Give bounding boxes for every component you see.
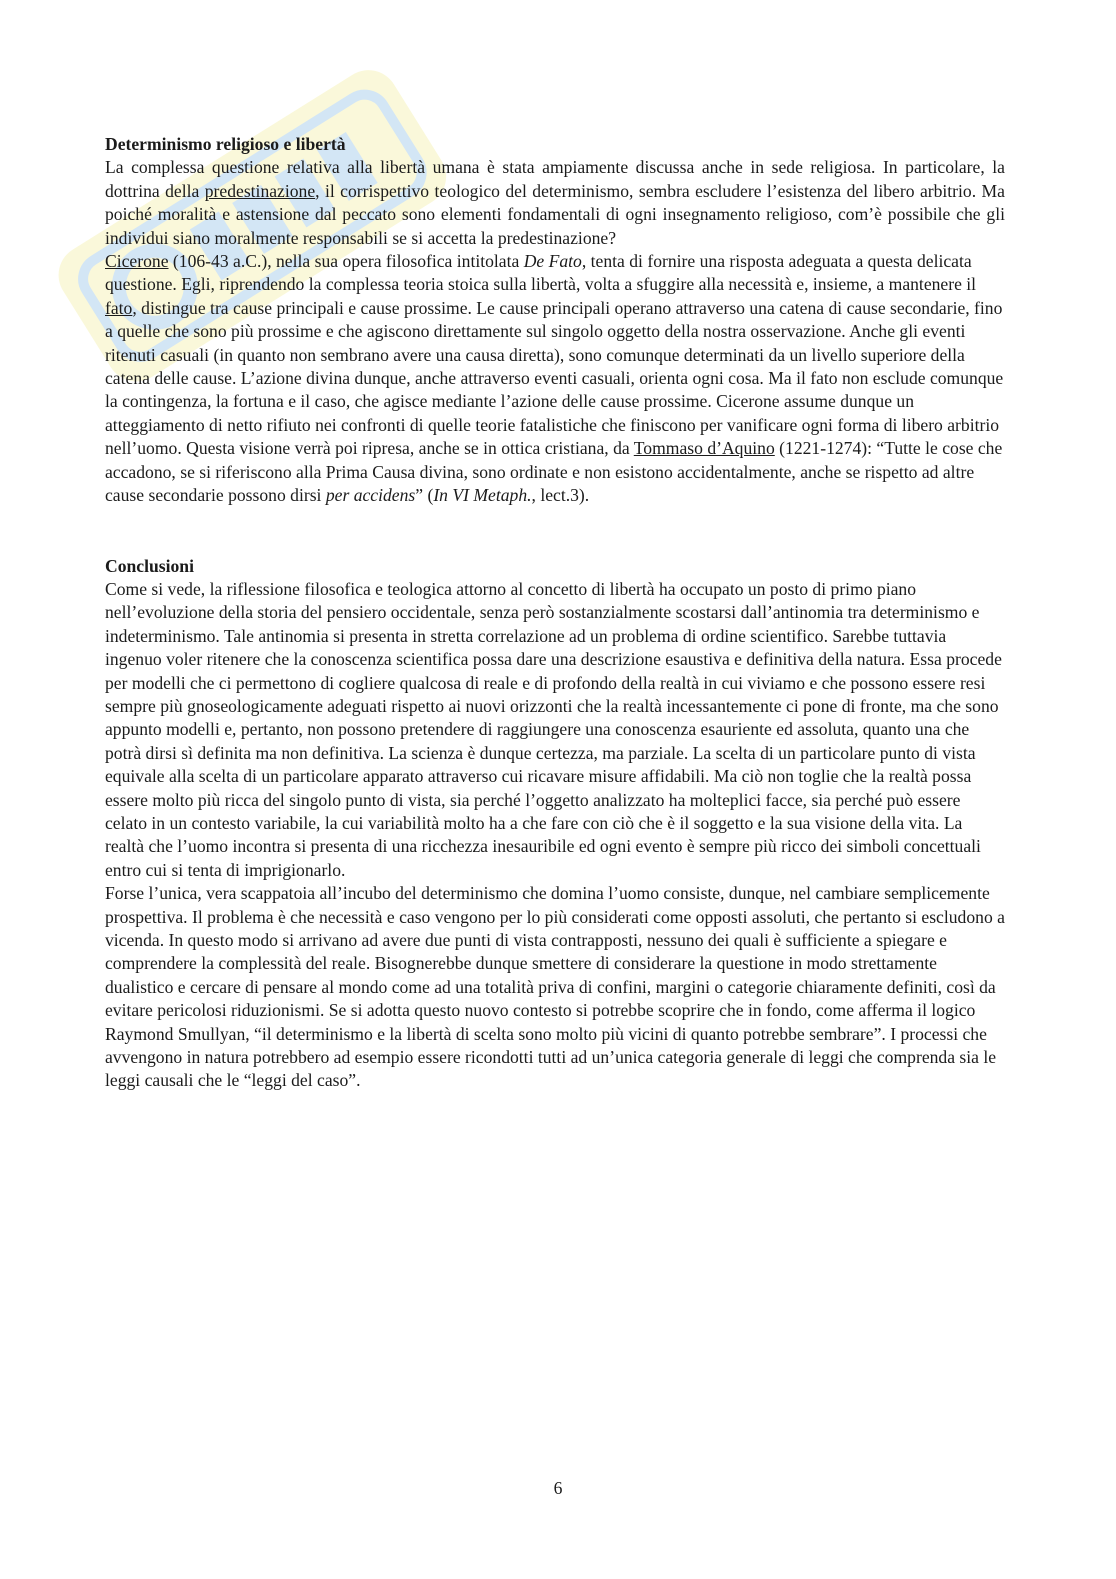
- link-tommaso-daquino[interactable]: Tommaso d’Aquino: [633, 438, 775, 459]
- paragraph-text: , tenta di fornire una risposta adeguata a questa delicata questione. Egli, riprendendo la complessa teoria stoica sulla libertà, volta a sfuggire alla necessità e, insieme, a mantenere il: [105, 251, 977, 295]
- paragraph-text: , lect.3).: [531, 485, 590, 506]
- section-heading-conclusioni: Conclusioni: [105, 555, 194, 576]
- page-number: 6: [553, 1478, 563, 1498]
- paragraph-text: , il corrispettivo teologico del determinismo, sembra escludere l’esistenza del libero arbitrio. Ma poiché moralità e astensione dal peccato sono elementi fondamentali di ogni insegnamento religioso, com’è possibile che gli individui siano moralmente responsabili se si accetta la predestinazione?: [105, 180, 1005, 248]
- document-body: [105, 133, 1005, 1093]
- paragraph-text: , distingue tra cause principali e cause prossime. Le cause principali operano attraverso una catena di cause secondarie, fino a quelle che sono più prossime e che agiscono direttamente sul singolo oggetto della nostra osservazione. Anche gli eventi ritenuti casuali (in quanto non sembrano avere una causa diretta), sono comunque determinati da un livello superiore della catena delle cause. L’azione divina dunque, anche attraverso eventi casuali, orienta ogni cosa. Ma il fato non esclude comunque la contingenza, la fortuna e il caso, che agisce mediante l’azione delle cause prossime. Cicerone assume dunque un atteggiamento di netto rifiuto nei confronti di quelle teorie fatalistiche che finiscono per vanificare ogni forma di libero arbitrio nell’uomo. Questa visione verrà poi ripresa, anche se in ottica cristiana, da: [105, 297, 1004, 459]
- paragraph-text: La complessa questione relativa alla libertà umana è stata ampiamente discussa anche in sede religiosa. In particolare, la dottrina della: [105, 157, 1005, 201]
- paragraph-text: (106-43 a.C.), nella sua opera filosofica intitolata: [168, 251, 524, 272]
- paragraph-conclusioni-1: Come si vede, la riflessione filosofica e teologica attorno al concetto di libertà ha occupato un posto di primo piano nell’evoluzione della storia del pensiero occidentale, senza però sostanzialmente scostarsi dall’antinomia tra determinismo e indeterminismo. Tale antinomia si presenta in stretta correlazione ad un problema di ordine scientifico. Sarebbe tuttavia ingenuo voler ritenere che la conoscenza scientifica possa dare una descrizione esaustiva e definitiva della natura. Essa procede per modelli che ci permettono di cogliere qualcosa di reale e di profondo della realtà in cui viviamo e che possono essere resi sempre più gnoseologicamente adeguati rispetto ai nuovi orizzonti che la realtà incessantemente ci pone di fronte, ma che sono appunto modelli e, pertanto, non possono pretendere di raggiungere una conoscenza esauriente ed assoluta, quanto una che potrà dirsi sì definita ma non definitiva. La scienza è dunque certezza, ma parziale. La scelta di un particolare punto di vista equivale alla scelta di un particolare apparato attraverso cui ricavare misure affidabili. Ma ciò non toglie che la realtà possa essere molto più ricca del singolo punto di vista, sia perché l’oggetto analizzato ha molteplici facce, sia perché può essere celato in un contesto variabile, la cui variabilità molto ha a che fare con ciò che è il soggetto e la sua visione della vita. La realtà che l’uomo incontra si presenta di una ricchezza inesauribile ed ogni evento è sempre più ricco dei simboli concettuali entro cui si tenta di imprigionarlo.: [105, 578, 1002, 880]
- link-cicerone[interactable]: Cicerone: [105, 251, 169, 272]
- link-predestinazione[interactable]: predestinazione: [204, 180, 316, 201]
- italic-citation: In VI Metaph.: [433, 485, 532, 506]
- paragraph-conclusioni-2: Forse l’unica, vera scappatoia all’incubo del determinismo che domina l’uomo consiste, dunque, nel cambiare semplicemente prospettiva. Il problema è che necessità e caso vengono per lo più considerati come opposti assoluti, che pertanto si escludono a vicenda. In questo modo si arrivano ad avere due punti di vista contrapposti, nessuno dei quali è sufficiente a spiegare e comprendere la complessità del reale. Bisognerebbe dunque smettere di considerare la questione in modo strettamente dualistico e cercare di pensare al mondo come ad una totalità priva di confini, margini o categorie chiaramente definiti, così da evitare pericolosi riduzionismi. Se si adotta questo nuovo contesto si potrebbe scoprire che in fondo, come afferma il logico Raymond Smullyan, “il determinismo e la libertà di scelta sono molto più vicini di quanto potrebbe sembrare”. I processi che avvengono in natura potrebbero ad esempio essere ricondotti tutti ad un’unica categoria generale di leggi che comprenda sia le leggi causali che le “leggi del caso”.: [105, 883, 1005, 1091]
- italic-per-accidens: per accidens: [325, 485, 416, 506]
- paragraph-cicerone: [105, 250, 1005, 507]
- paragraph-predestinazione: [105, 156, 1005, 250]
- section-gap: [105, 508, 1005, 555]
- section-heading-determinismo: Determinismo religioso e libertà: [105, 134, 346, 154]
- title-de-fato: De Fato: [523, 251, 582, 272]
- link-fato[interactable]: fato: [105, 297, 133, 318]
- paragraph-text: ” (: [415, 485, 434, 506]
- paragraph-text: (1221-1274): “Tutte le cose che accadono, se si riferiscono alla Prima Causa divina, sono ordinate e non esistono accidentalmente, anche se rispetto ad altre cause secondarie possono dirsi: [105, 438, 1003, 506]
